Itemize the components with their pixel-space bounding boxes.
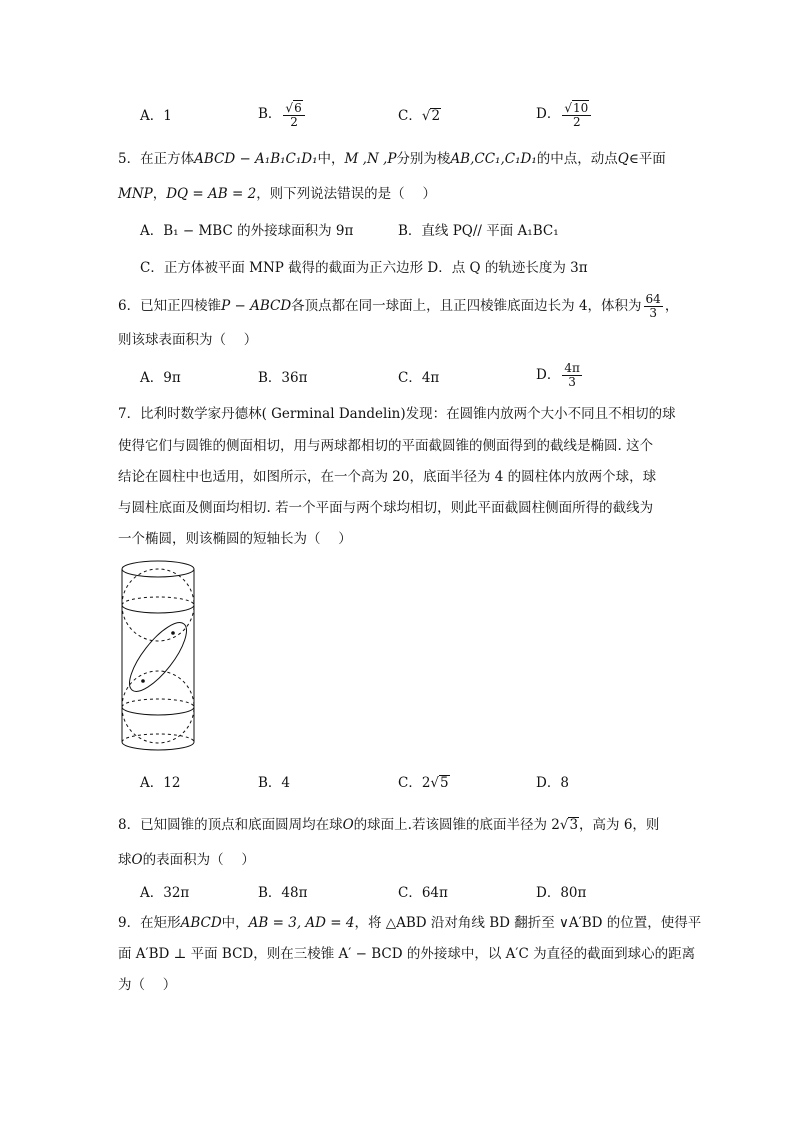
text: ，则下列说法错误的是（ ） — [256, 186, 436, 202]
q5-option-a: A．B₁ − MBC 的外接球面积为 9π — [140, 223, 354, 239]
q6-option-a: A．9π — [140, 370, 181, 386]
q6-line-2: 则该球表面积为（ ） — [118, 332, 258, 348]
denominator: 3 — [568, 375, 576, 389]
math: O — [342, 817, 354, 833]
q9-line-3: 为（ ） — [118, 977, 177, 993]
numerator: 4π — [564, 361, 580, 375]
q8-option-a: A．32π — [140, 885, 190, 901]
volume-fraction — [644, 293, 663, 320]
denominator: 2 — [572, 115, 581, 129]
math: ABCD − A₁B₁C₁D₁ — [194, 151, 318, 167]
option-label: D． — [536, 367, 561, 383]
math: O — [131, 852, 143, 868]
fraction: $\frac{√10}{2}$ — [562, 100, 591, 129]
math: P − ABCD — [221, 298, 292, 314]
q5-option-c-d: C．正方体被平面 MNP 截得的截面为正六边形 D．点 Q 的轨迹长度为 3π — [140, 260, 588, 276]
fraction: $\frac{√6}{2}$ — [283, 100, 304, 129]
option-label: C．2 — [398, 775, 431, 791]
q7-line-2: 使得它们与圆锥的侧面相切，用与两球都相切的平面截圆锥的侧面得到的截线是椭圆. 这个 — [118, 438, 654, 454]
option-label: B． — [258, 106, 282, 122]
q8-line-2 — [118, 850, 255, 870]
q7-line-1: 7．比利时数学家丹德林( Germinal Dandelin)发现：在圆锥内放两个大小不同且不相切的球 — [118, 406, 676, 422]
text: 球 — [118, 852, 132, 868]
prev-option-b — [258, 100, 307, 129]
q6-option-b: B．36π — [258, 370, 308, 386]
prev-option-c: C．√2 — [398, 108, 441, 124]
text: 8．已知圆锥的顶点和底面圆周均在球 — [118, 817, 343, 833]
text: 9．在矩形 — [118, 915, 181, 931]
text: 中， — [221, 915, 249, 931]
q7-option-c: C．2√5 — [398, 775, 449, 791]
q9-line-1 — [118, 913, 701, 933]
q7-option-b: B．4 — [258, 775, 291, 791]
q8-option-d: D．80π — [536, 885, 587, 901]
math: AB = 3, AD = 4 — [248, 915, 355, 931]
q7-line-5: 一个椭圆，则该椭圆的短轴长为（ ） — [118, 531, 352, 547]
q7-line-4: 与圆柱底面及侧面均相切. 若一个平面与两个球均相切，则此平面截圆柱侧面所得的截线为 — [118, 500, 654, 516]
math: Q∈ — [617, 151, 639, 167]
text: ， — [664, 298, 679, 314]
q6-line-1 — [118, 293, 678, 320]
text: 分别为棱 — [396, 151, 451, 167]
math: ABCD — [180, 915, 222, 931]
radicand: 10 — [572, 101, 589, 115]
math: M ,N ,P — [344, 151, 397, 167]
radicand: 3 — [569, 817, 579, 833]
text: ，高为 6，则 — [579, 817, 660, 833]
q8-option-c: C．64π — [398, 885, 448, 901]
q8-line-1: 8．已知圆锥的顶点和底面圆周均在球O的球面上.若该圆锥的底面半径为 2√3，高为 6，则 — [118, 817, 660, 833]
denominator: 2 — [290, 115, 298, 129]
math: MNP — [118, 186, 153, 202]
q5-option-b: B．直线 PQ// 平面 A₁BC₁ — [398, 223, 559, 239]
option-label: D． — [536, 106, 561, 122]
dandelin-cylinder-figure — [118, 557, 198, 757]
text: 6．已知正四棱锥 — [118, 298, 222, 314]
text: ，将 △ABD 沿对角线 BD 翻折至 ∨A′BD 的位置，使得平 — [354, 915, 702, 931]
q9-line-2: 面 A′BD ⊥ 平面 BCD，则在三棱锥 A′ − BCD 的外接球中，以 A′C 为直径的截面到球心的距离 — [118, 946, 696, 962]
prev-option-d — [536, 100, 593, 129]
text: 5．在正方体 — [118, 151, 195, 167]
text: 的中点，动点 — [536, 151, 618, 167]
math: AB,CC₁,C₁D₁ — [450, 151, 537, 167]
text: 中， — [317, 151, 345, 167]
text: ， — [152, 186, 167, 202]
q6-option-d — [536, 362, 584, 389]
math: DQ = AB = 2 — [166, 186, 257, 202]
denominator: 3 — [649, 306, 657, 320]
q5-line-2 — [118, 184, 436, 204]
numerator: 64 — [645, 292, 661, 306]
q6-option-c: C．4π — [398, 370, 440, 386]
q7-line-3: 结论在圆柱中也适用，如图所示，在一个高为 20，底面半径为 4 的圆柱体内放两个球，球 — [118, 469, 657, 485]
prev-option-a: A．1 — [140, 108, 172, 124]
text: 平面 — [638, 151, 666, 167]
q8-option-b: B．48π — [258, 885, 308, 901]
q5-line-1 — [118, 149, 666, 169]
radicand: 6 — [294, 101, 302, 115]
q7-option-a: A．12 — [140, 775, 181, 791]
option-label: C． — [398, 108, 422, 124]
text: 的球面上.若该圆锥的底面半径为 2 — [353, 817, 560, 833]
fraction — [562, 362, 582, 389]
text: 各顶点都在同一球面上，且正四棱锥底面边长为 4，体积为 — [291, 298, 642, 314]
radicand: 5 — [440, 775, 449, 791]
q7-option-d: D．8 — [536, 775, 569, 791]
text: 的表面积为（ ） — [142, 852, 255, 868]
radicand: 2 — [431, 108, 441, 124]
